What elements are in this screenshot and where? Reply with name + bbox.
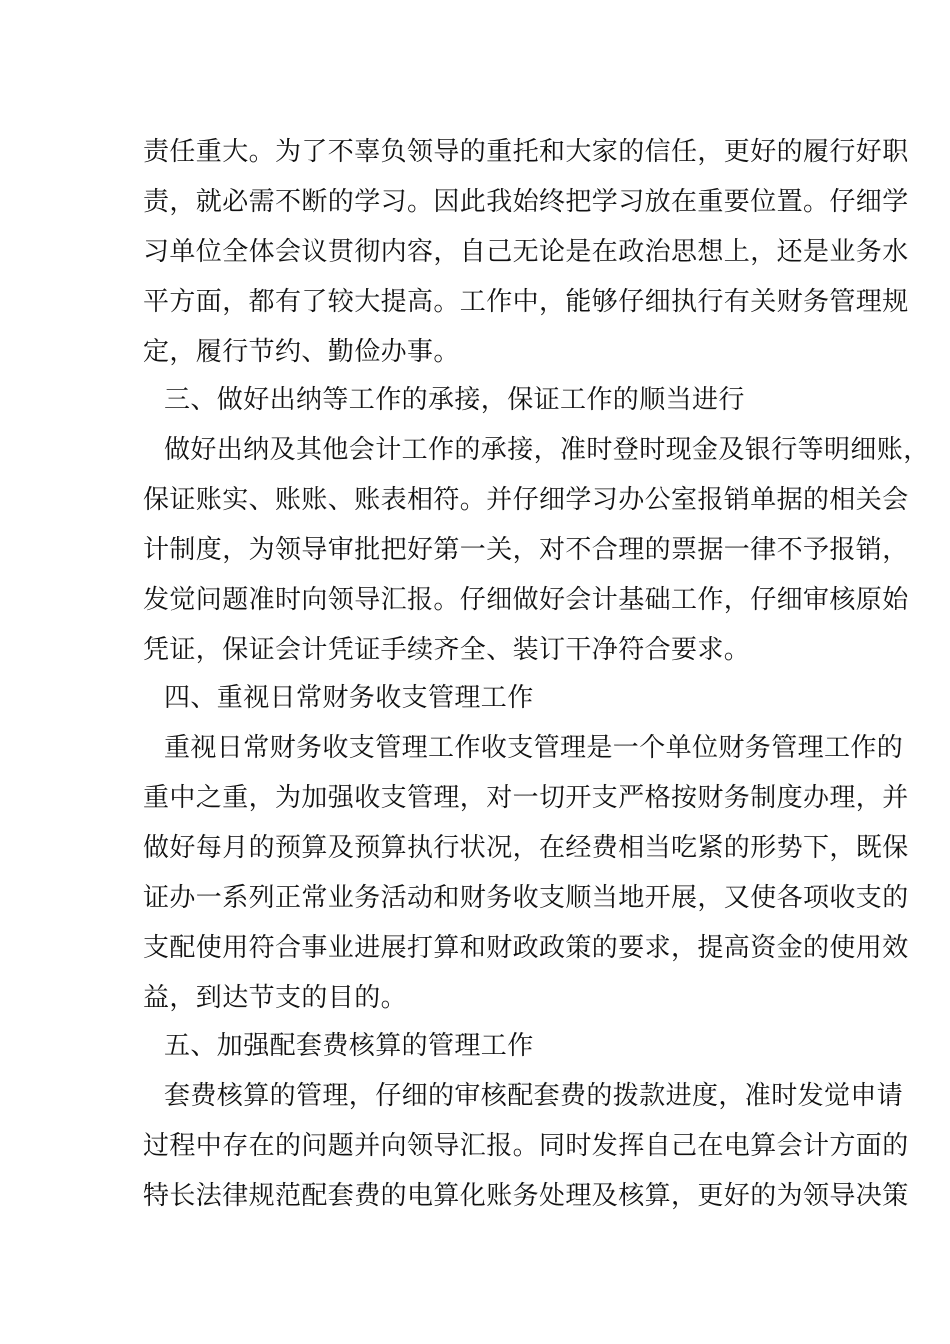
paragraph-line: 保证账实、账账、账表相符。并仔细学习办公室报销单据的相关会 [143, 485, 909, 515]
paragraph-line: 证办一系列正常业务活动和财务收支顺当地开展，又使各项收支的 [143, 883, 909, 913]
paragraph-line: 习单位全体会议贯彻内容，自己无论是在政治思想上，还是业务水 [143, 237, 909, 267]
paragraph-line: 责，就必需不断的学习。因此我始终把学习放在重要位置。仔细学 [143, 187, 909, 217]
paragraph-line: 做好每月的预算及预算执行状况，在经费相当吃紧的形势下，既保 [143, 833, 909, 863]
section-heading-3: 三、做好出纳等工作的承接，保证工作的顺当进行 [164, 385, 745, 415]
paragraph-line: 发觉问题准时向领导汇报。仔细做好会计基础工作，仔细审核原始 [143, 585, 909, 615]
section-heading-4: 四、重视日常财务收支管理工作 [164, 683, 534, 713]
paragraph-line: 定，履行节约、勤俭办事。 [143, 337, 460, 367]
paragraph-line: 特长法律规范配套费的电算化账务处理及核算，更好的为领导决策 [143, 1181, 909, 1211]
paragraph-line: 重视日常财务收支管理工作收支管理是一个单位财务管理工作的 [164, 733, 904, 763]
paragraph-line: 益，到达节支的目的。 [143, 983, 408, 1013]
paragraph-line: 凭证，保证会计凭证手续齐全、装订干净符合要求。 [143, 635, 751, 665]
section-heading-5: 五、加强配套费核算的管理工作 [164, 1031, 534, 1061]
paragraph-line: 计制度，为领导审批把好第一关，对不合理的票据一律不予报销， [143, 535, 909, 565]
paragraph-line: 重中之重，为加强收支管理，对一切开支严格按财务制度办理，并 [143, 783, 909, 813]
paragraph-line: 支配使用符合事业进展打算和财政政策的要求，提高资金的使用效 [143, 933, 909, 963]
paragraph-line: 责任重大。为了不辜负领导的重托和大家的信任，更好的履行好职 [143, 137, 909, 167]
paragraph-line: 做好出纳及其他会计工作的承接，准时登时现金及银行等明细账， [164, 435, 930, 465]
paragraph-line: 过程中存在的问题并向领导汇报。同时发挥自己在电算会计方面的 [143, 1131, 909, 1161]
paragraph-line: 平方面，都有了较大提高。工作中，能够仔细执行有关财务管理规 [143, 287, 909, 317]
paragraph-line: 套费核算的管理，仔细的审核配套费的拨款进度，准时发觉申请 [164, 1081, 904, 1111]
